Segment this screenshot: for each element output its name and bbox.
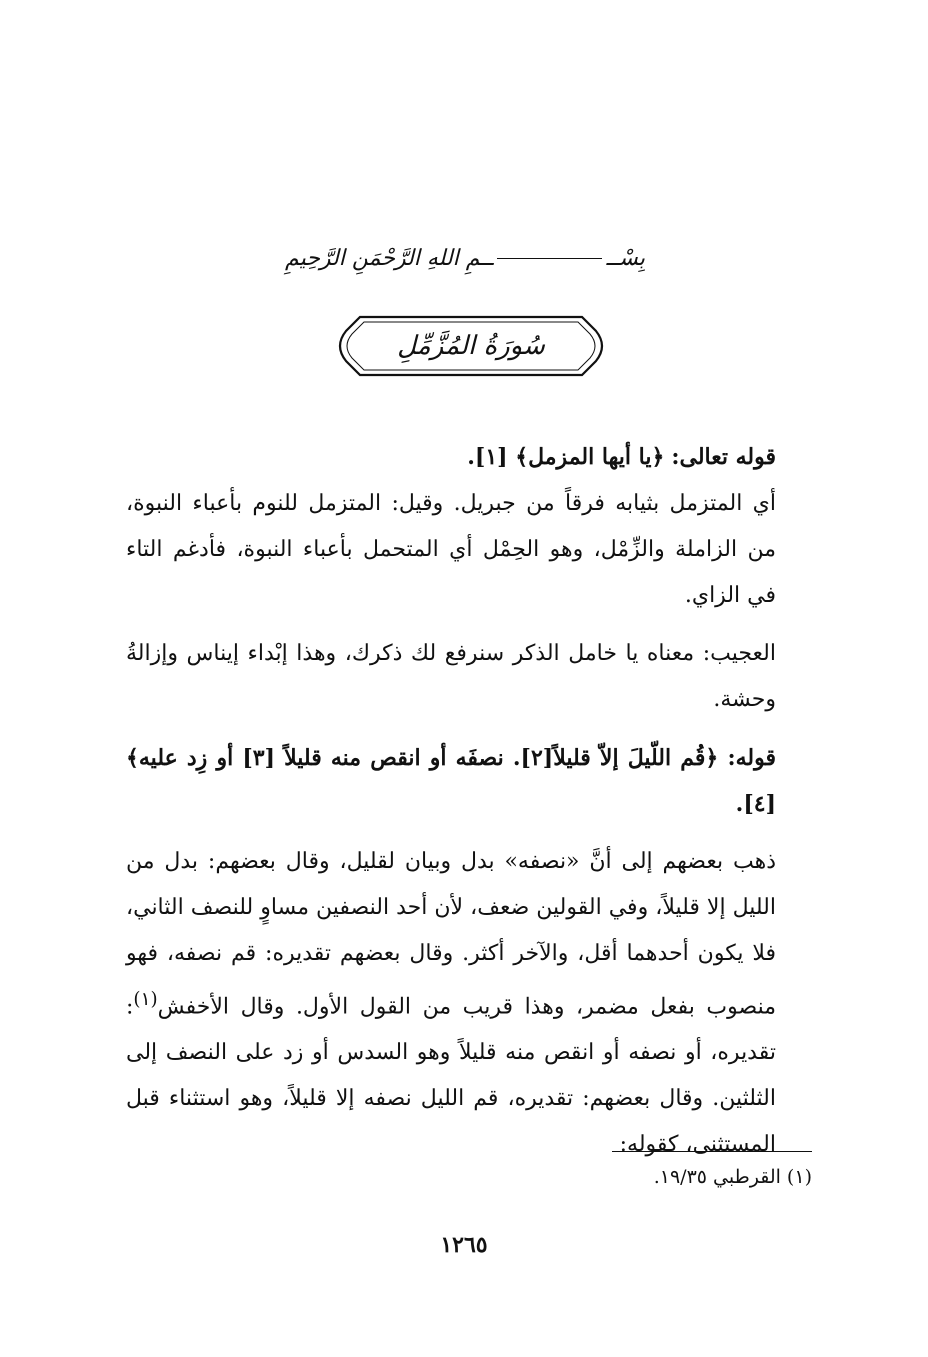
paragraph-verse-2 — [126, 735, 812, 827]
paragraph-verse-1 — [126, 434, 812, 481]
page-number: ١٢٦٥ — [440, 1232, 488, 1258]
footnote-reference: (١) — [133, 989, 158, 1010]
surah-title-frame — [330, 313, 612, 379]
commentary-text-a: ذهب بعضهم إلى أنَّ «نصفه» بدل وبيان لقليل، وقال بعضهم: بدل من الليل إلا قليلاً، وفي القولين ضعف، لأن أحد النصفين مساوٍ للنصف الثاني، فلا يكون أحدهما أقل، والآخر أكثر. وقال بعضهم تقديره: قم نصفه، فهو منصوب بفعل مضمر، وهذا قريب من القول الأول. وقال الأخفش — [126, 849, 776, 1020]
main-text — [126, 434, 812, 1168]
verse-lead: قوله: — [727, 745, 776, 771]
paragraph-commentary-3 — [126, 839, 812, 1168]
commentary-text-b: : تقديره، أو نصفه أو انقص منه قليلاً وهو السدس أو زد على النصف إلى الثلثين. وقال بعضهم: تقديره، قم الليل نصفه إلا قليلاً، وهو استثناء قبل المستثنى، كقوله: — [126, 994, 776, 1158]
paragraph-commentary-2: العجيب: معناه يا خامل الذكر سنرفع لك ذكرك، وهذا إبْداء إيناس وإزالةُ وحشة. — [126, 641, 776, 712]
footnote: (١) القرطبي ١٩/٣٥. — [653, 1166, 812, 1188]
verse-lead: قوله تعالى: — [671, 444, 776, 470]
footnote-separator — [612, 1151, 812, 1152]
surah-title: سُورَةُ المُزَّمِّلِ — [397, 331, 545, 361]
basmala-start: بِسْــ — [606, 245, 645, 271]
basmala-header — [285, 238, 645, 278]
basmala-text — [285, 246, 645, 271]
basmala-line — [497, 258, 602, 259]
verse-quote: ﴿يا أيها المزمل﴾ [١]. — [467, 444, 665, 470]
paragraph-commentary-1: أي المتزمل بثيابه فرقاً من جبريل. وقيل: المتزمل للنوم بأعباء النبوة، من الزاملة والزِّمْل، وهو الحِمْل أي المتحمل بأعباء النبوة، فأدغم التاء في الزاي. — [126, 491, 776, 608]
basmala-end: ــمِ اللهِ الرَّحْمَنِ الرَّحِيمِ — [285, 245, 494, 271]
verse-quote: ﴿قُم اللّيلَ إلاّ قليلاً[٢]. نصفَه أو انقص منه قليلاً [٣] أو زِد عليه﴾ [٤]. — [126, 745, 776, 817]
